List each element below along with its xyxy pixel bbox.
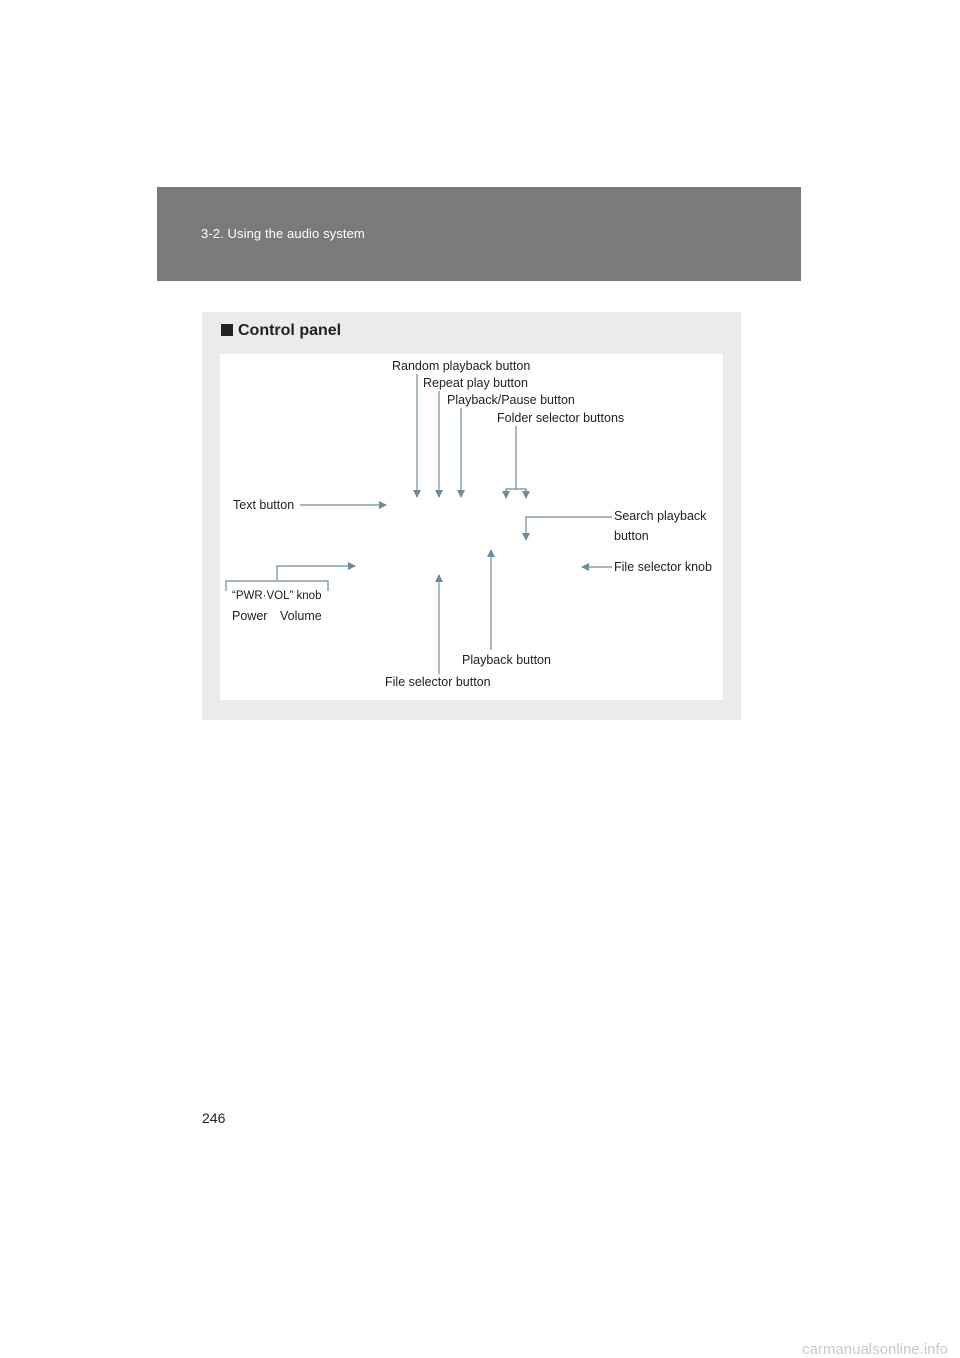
search-playback-label-line2: button bbox=[614, 529, 649, 543]
section-title-text: 3-2. Using the audio system bbox=[201, 226, 365, 241]
page-number: 246 bbox=[202, 1110, 226, 1126]
pwr-vol-knob-label: “PWR·VOL” knob bbox=[232, 590, 322, 602]
watermark-text: carmanualsonline.info bbox=[802, 1341, 948, 1358]
text-button-label: Text button bbox=[233, 498, 295, 512]
random-playback-label: Random playback button bbox=[392, 359, 531, 373]
repeat-play-label: Repeat play button bbox=[423, 376, 528, 390]
power-label: Power bbox=[232, 609, 268, 623]
volume-label: Volume bbox=[280, 609, 322, 623]
file-selector-knob-label: File selector knob bbox=[614, 560, 712, 574]
file-selector-button-label: File selector button bbox=[385, 675, 491, 689]
folder-selector-label: Folder selector buttons bbox=[497, 411, 625, 425]
control-panel-heading-text: Control panel bbox=[238, 322, 342, 339]
search-playback-line bbox=[526, 517, 612, 540]
folder-selector-line bbox=[506, 426, 526, 497]
playback-pause-label: Playback/Pause button bbox=[447, 393, 575, 407]
search-playback-label-line1: Search playback bbox=[614, 509, 707, 523]
pwr-vol-line bbox=[277, 566, 355, 580]
playback-button-label: Playback button bbox=[462, 653, 551, 667]
